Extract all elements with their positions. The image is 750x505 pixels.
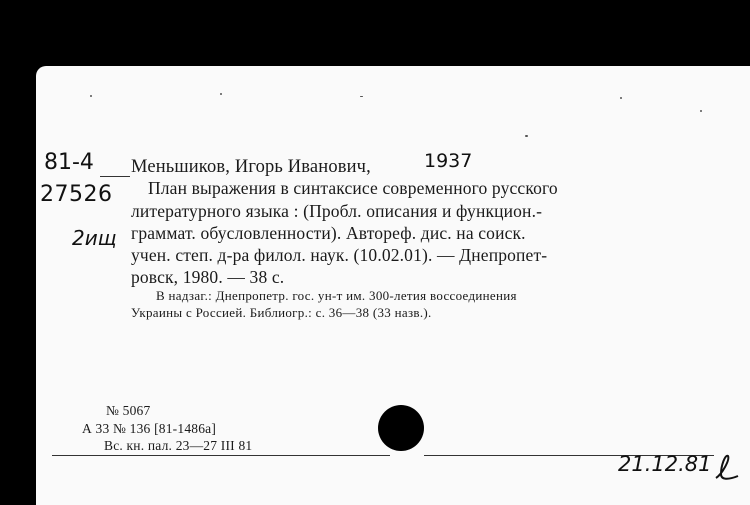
handwritten-birth-year: 1937 [424,150,473,172]
book-chamber-line: Вс. кн. пал. 23—27 III 81 [104,438,253,453]
book-chamber-rule [52,455,390,456]
handwritten-shelf-mark: 81-4 [44,150,94,175]
imprint-number: № 5067 [106,403,151,418]
title-line-1: План выражения в синтаксисе современного русского [148,178,558,198]
punch-hole [378,405,424,451]
handwritten-number: 27526 [40,182,113,207]
title-line-3: граммат. обусловленности). Автореф. дис. на соиск. [131,223,526,243]
speck [220,93,222,95]
speck [700,110,702,112]
signature-mark [712,452,742,484]
speck [620,97,622,99]
speck [360,96,363,97]
shelf-mark-underline [100,176,130,177]
note-line-2: Украины с Россией. Библиогр.: с. 36—38 (33 назв.). [131,305,432,320]
note-line-1: В надзаг.: Днепропетр. гос. ун-т им. 300-летия воссоединения [156,288,517,303]
title-line-2: литературного языка : (Пробл. описания и функцион.- [131,201,543,221]
title-line-4: учен. степ. д-ра филол. наук. (10.02.01). — Днепропет- [131,245,548,265]
speck [90,95,92,97]
handwritten-note: 2ищ [72,226,117,250]
title-line-5: ровск, 1980. — 38 с. [131,267,285,287]
author-name: Меньшиков, Игорь Иванович, [131,157,371,177]
imprint-code: А 33 № 136 [81-1486а] [82,421,217,436]
speck [525,135,528,137]
handwritten-date: 21.12.81 [618,452,712,476]
